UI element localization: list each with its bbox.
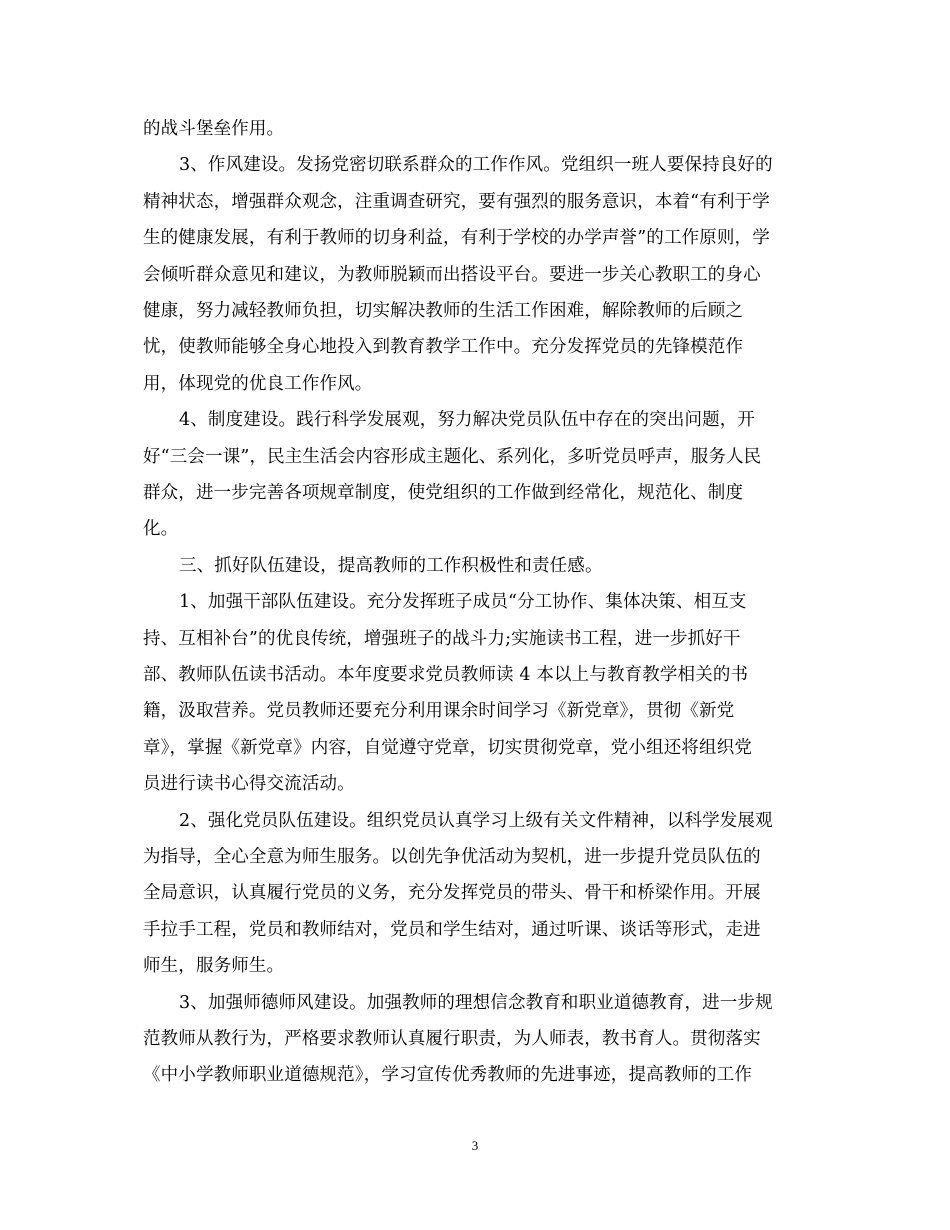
text-line: 好“三会一课”，民主生活会内容形成主题化、系列化，多听党员呼声，服务人民 (143, 446, 762, 467)
text-line: 员进行读书心得交流活动。 (143, 774, 355, 795)
text-line: 2、强化党员队伍建设。组织党员认真学习上级有关文件精神，以科学发展观 (179, 810, 773, 831)
text-line: 籍，汲取营养。党员教师还要充分利用课余时间学习《新党章》，贯彻《新党 (143, 701, 735, 722)
text-line: 4、制度建设。践行科学发展观，努力解决党员队伍中存在的突出问题，开 (179, 410, 756, 431)
page-number: 3 (471, 1138, 479, 1153)
text-line: 章》，掌握《新党章》内容，自觉遵守党章，切实贯彻党章，党小组还将组织党 (143, 737, 752, 758)
text-line: 手拉手工程，党员和教师结对，党员和学生结对，通过听课、谈话等形式，走进 (143, 919, 761, 940)
text-line: 持、互相补台”的优良传统，增强班子的战斗力;实施读书工程，进一步抓好干 (143, 628, 741, 649)
text-line: 范教师从教行为，严格要求教师认真履行职责，为人师表，教书育人。贯彻落实 (143, 1029, 761, 1049)
section-heading: 三、抓好队伍建设，提高教师的工作积极性和责任感。 (179, 555, 603, 576)
text-line: 全局意识，认真履行党员的义务，充分发挥党员的带头、骨干和桥梁作用。开展 (143, 883, 761, 904)
text-line: 生的健康发展，有利于教师的切身利益，有利于学校的办学声誉”的工作原则，学 (143, 228, 770, 249)
text-line: 精神状态，增强群众观念，注重调查研究，要有强烈的服务意识，本着“有利于学 (143, 191, 770, 212)
text-line: 师生，服务师生。 (143, 956, 285, 977)
text-line: 忧，使教师能够全身心地投入到教育教学工作中。充分发挥党员的先锋模范作 (143, 337, 744, 358)
text-line: 健康，努力减轻教师负担，切实解决教师的生活工作困难，解除教师的后顾之 (143, 301, 744, 321)
text-line: 3、加强师德师风建设。加强教师的理想信念教育和职业道德教育，进一步规 (179, 992, 773, 1013)
text-line: 群众，进一步完善各项规章制度，使党组织的工作做到经常化，规范化、制度 (143, 483, 744, 503)
text-line: 《中小学教师职业道德规范》，学习宣传优秀教师的先进事迹，提高教师的工作 (143, 1065, 752, 1086)
text-line: 1、加强干部队伍建设。充分发挥班子成员“分工协作、集体决策、相互支 (179, 592, 747, 613)
text-line: 部、教师队伍读书活动。本年度要求党员教师读 4 本以上与教育教学相关的书 (143, 665, 749, 685)
text-line: 的战斗堡垒作用。 (143, 119, 285, 139)
text-line: 为指导，全心全意为师生服务。以创先争优活动为契机，进一步提升党员队伍的 (143, 847, 761, 867)
text-line: 用，体现党的优良工作作风。 (143, 373, 373, 394)
text-line: 会倾听群众意见和建议，为教师脱颖而出搭设平台。要进一步关心教职工的身心 (143, 264, 761, 285)
text-line: 化。 (143, 519, 179, 540)
text-line: 3、作风建设。发扬党密切联系群众的工作作风。党组织一班人要保持良好的 (179, 155, 773, 176)
